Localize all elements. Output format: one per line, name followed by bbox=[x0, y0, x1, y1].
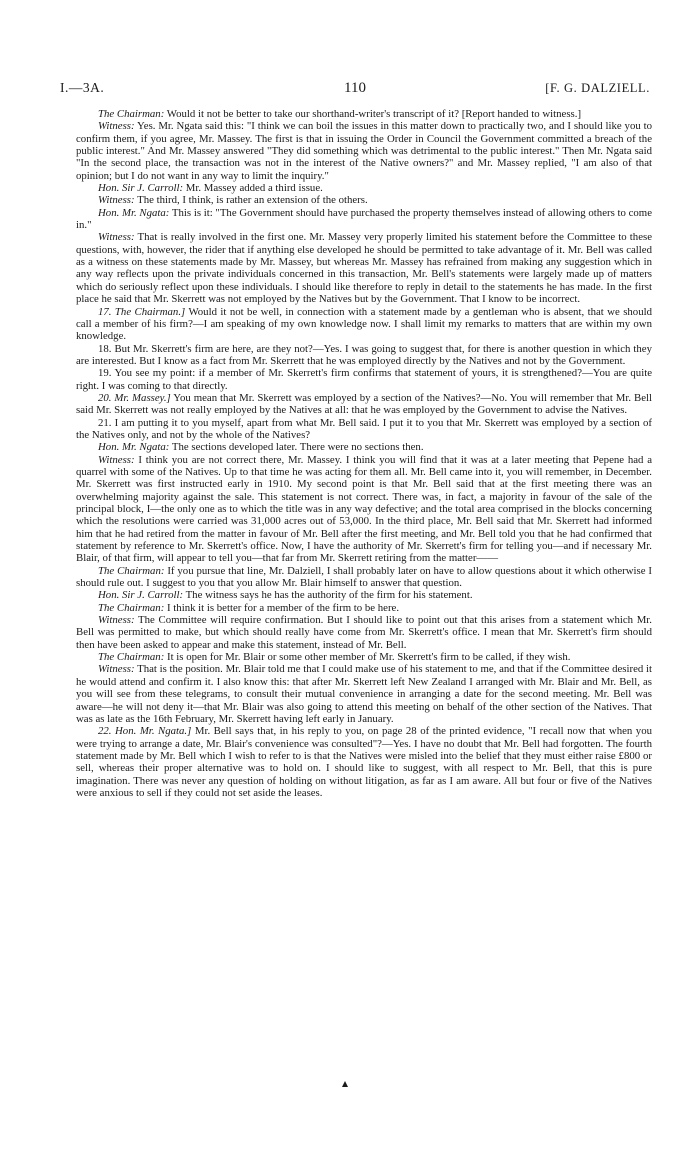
paragraph bbox=[76, 589, 652, 601]
paragraph-text: Would it not be well, in connection with a statement made by a gentleman who is absent, that we should call a member of his firm?—I am speaking of my own knowledge now. I shall limit my remarks to matters that are within my own knowledge. bbox=[76, 305, 652, 343]
paragraph bbox=[76, 651, 652, 663]
witness-name: [F. G. DALZIELL. bbox=[545, 81, 650, 95]
paragraph bbox=[76, 441, 652, 453]
paragraph-text: If you pursue that line, Mr. Dalziell, I shall probably later on have to allow questions about it which otherwise I should rule out. I suggest to you that you allow Mr. Blair himself to answer that question. bbox=[76, 564, 652, 590]
speaker-label: Hon. Sir J. Carroll: bbox=[98, 182, 184, 195]
paragraph-text: This is it: "The Government should have purchased the property themselves instead of allowing others to come in." bbox=[76, 206, 652, 232]
paragraph bbox=[76, 392, 652, 417]
paragraph-text: I think you are not correct there, Mr. Massey. I think you will find that it was at a later meeting that Pepene had a quarrel with some of the Natives. Up to that time he was acting for them all. Mr. Bell came into it, you will remember, in December. Mr. Skerrett was first instructed early in 1910. My second point is that Mr. Bell said that at the first meeting there was an overwhelming majority against the sale. This statement is not correct. There was, in fact, a majority in favour of the sale of the principal block, I—the only one as to which the title was in any way defective; and the total area comprised in the blocks concerning which the resolutions were carried was 31,000 acres out of 53,000. In the third place, Mr. Bell said that Mr. Skerrett had informed him that he had retired from the matter in favour of Mr. Bell after the first meeting, and Mr. Bell told you that he had confirmed that statement by reference to Mr. Skerrett's office. Now, I have the authority of Mr. Skerrett's firm for telling you—and if necessary Mr. Blair, of that firm, will appear to tell you—that far from Mr. Skerrett retiring from the matter—— bbox=[76, 453, 652, 565]
paragraph bbox=[76, 306, 652, 343]
paragraph-text: Would it not be better to take our shorthand-writer's transcript of it? [Report handed to witness.] bbox=[164, 108, 582, 120]
page-header bbox=[60, 79, 650, 97]
paragraph bbox=[76, 194, 652, 206]
paragraph-text: You mean that Mr. Skerrett was employed by a section of the Natives?—No. You will remember that Mr. Bell said Mr. Skerrett was not really employed by the Natives at all: that he was employed by the Government to advise the Natives. bbox=[76, 391, 652, 417]
speaker-label: Hon. Mr. Ngata: bbox=[98, 206, 170, 219]
speaker-label: Hon. Mr. Ngata: bbox=[98, 441, 170, 454]
paragraph-text: The Committee will require confirmation. But I should like to point out that this arises from a statement which Mr. Bell was permitted to make, but which should really have come from Mr. Skerrett's office. I mean that Mr. Skerrett's firm should then have been asked to appear and make this statement, instead of Mr. Bell. bbox=[76, 614, 652, 651]
speaker-label: The Chairman: bbox=[98, 601, 165, 614]
speaker-label: Witness: bbox=[98, 614, 135, 627]
paragraph bbox=[76, 663, 652, 725]
paper-reference: I.—3A. bbox=[60, 80, 105, 95]
paragraph bbox=[76, 725, 652, 799]
evidence-text bbox=[76, 108, 652, 799]
paragraph bbox=[76, 207, 652, 232]
page-number: 110 bbox=[344, 80, 366, 96]
speaker-label: Witness: bbox=[98, 231, 135, 244]
speaker-label: 17. The Chairman.] bbox=[98, 305, 186, 318]
paragraph-text: That is the position. Mr. Blair told me that I could make use of his statement to me, and that if the Committee desired it he would attend and confirm it. I also know this: that after Mr. Skerrett left New Zealand I arranged with Mr. Blair and Mr. Bell, as you will see from these telegrams, to consult their mutual convenience in arranging a date for the second meeting. Mr. Bell was aware—he will not deny it—that Mr. Blair was also going to attend this meeting on behalf of the other section of the Natives. That was as late as the 16th February, Mr. Skerrett having left early in January. bbox=[76, 663, 652, 725]
paragraph bbox=[76, 565, 652, 590]
paragraph-text: It is open for Mr. Blair or some other member of Mr. Skerrett's firm to be called, if they wish. bbox=[164, 651, 571, 664]
paragraph bbox=[76, 417, 652, 442]
speaker-label: Witness: bbox=[98, 453, 135, 466]
speaker-label: Witness: bbox=[98, 120, 135, 133]
paragraph bbox=[76, 454, 652, 565]
paragraph-text: 18. But Mr. Skerrett's firm are here, are they not?—Yes. I was going to suggest that, for there is another question in which they are interested. But I know as a fact from Mr. Skerrett that he was employed directly by the Natives and not by the Government. bbox=[76, 342, 652, 367]
speaker-label: The Chairman: bbox=[98, 564, 165, 577]
speaker-label: Hon. Sir J. Carroll: bbox=[98, 589, 184, 602]
paragraph bbox=[76, 602, 652, 614]
paragraph bbox=[76, 343, 652, 368]
speaker-label: Witness: bbox=[98, 663, 135, 676]
speaker-label: 20. Mr. Massey.] bbox=[98, 391, 171, 404]
paragraph-text: 21. I am putting it to you myself, apart from what Mr. Bell said. I put it to you that Mr. Skerrett was employed by a section of the Natives only, and not by the whole of the Natives? bbox=[76, 416, 652, 441]
speaker-label: Witness: bbox=[98, 194, 135, 207]
paragraph-text: Mr. Massey added a third issue. bbox=[183, 182, 323, 195]
paragraph-text: The third, I think, is rather an extension of the others. bbox=[134, 194, 368, 207]
paragraph bbox=[76, 614, 652, 651]
speaker-label: 22. Hon. Mr. Ngata.] bbox=[98, 725, 192, 738]
paragraph-text: That is really involved in the first one. Mr. Massey very properly limited his statement before the Committee to these questions, with, however, the rider that if anything else developed he should be permitted to take advantage of it. Mr. Bell was called as a witness on these statements made by Mr. Massey, but whereas Mr. Massey has refrained from making any suggestion which in any way reflects upon the private individuals concerned in this transaction, Mr. Bell's statements were largely made up of matters which do seriously reflect upon these individuals. I should like therefore to reply in detail to the statements he has made. In the first place he said that Mr. Skerrett was not employed by the Natives but by the Government. That I know to be incorrect. bbox=[76, 231, 652, 306]
paragraph-text: The sections developed later. There were no sections then. bbox=[169, 441, 424, 454]
paragraph bbox=[76, 108, 652, 120]
paragraph-text: I think it is better for a member of the firm to be here. bbox=[164, 601, 400, 614]
end-mark-icon bbox=[342, 1081, 348, 1087]
speaker-label: The Chairman: bbox=[98, 651, 165, 664]
paragraph-text: Mr. Bell says that, in his reply to you, on page 28 of the printed evidence, "I recall now that when you were trying to arrange a date, Mr. Blair's convenience was consulted"?—Yes. I have no doubt that Mr. Bell had forgotten. The fourth statement made by Mr. Bell which I wish to refer to is that the Natives were misled into the belief that they must either raise £800 or sell, whereas their proper alternative was to hold on. I should like to suggest, with all respect to Mr. Bell, that this is pure imagination. There was never any question of holding on without litigation, as far as I am aware. All but four or five of the Natives were anxious to sell if they could not set aside the leases. bbox=[76, 725, 652, 799]
paragraph bbox=[76, 120, 652, 182]
speaker-label: The Chairman: bbox=[98, 108, 165, 120]
paragraph-text: Yes. Mr. Ngata said this: "I think we can boil the issues in this matter down to practically two, and I should like you to confirm them, if you agree, Mr. Massey. The first is that in issuing the Order in Council the Government committed a breach of the public interest." And Mr. Massey answered "They did something which was detrimental to the public interest." Then Mr. Ngata said "In the second place, the transaction was not in the interest of the Native owners?" and Mr. Massey replied, "I am also of that opinion; but I do not want in any way to limit the inquiry." bbox=[76, 120, 652, 182]
paragraph-text: 19. You see my point: if a member of Mr. Skerrett's firm confirms that statement of yours, it is strengthened?—You are quite right. I was coming to that directly. bbox=[76, 367, 652, 392]
paragraph-text: The witness says he has the authority of the firm for his statement. bbox=[183, 589, 473, 602]
paragraph bbox=[76, 367, 652, 392]
paragraph bbox=[76, 231, 652, 305]
paragraph bbox=[76, 182, 652, 194]
